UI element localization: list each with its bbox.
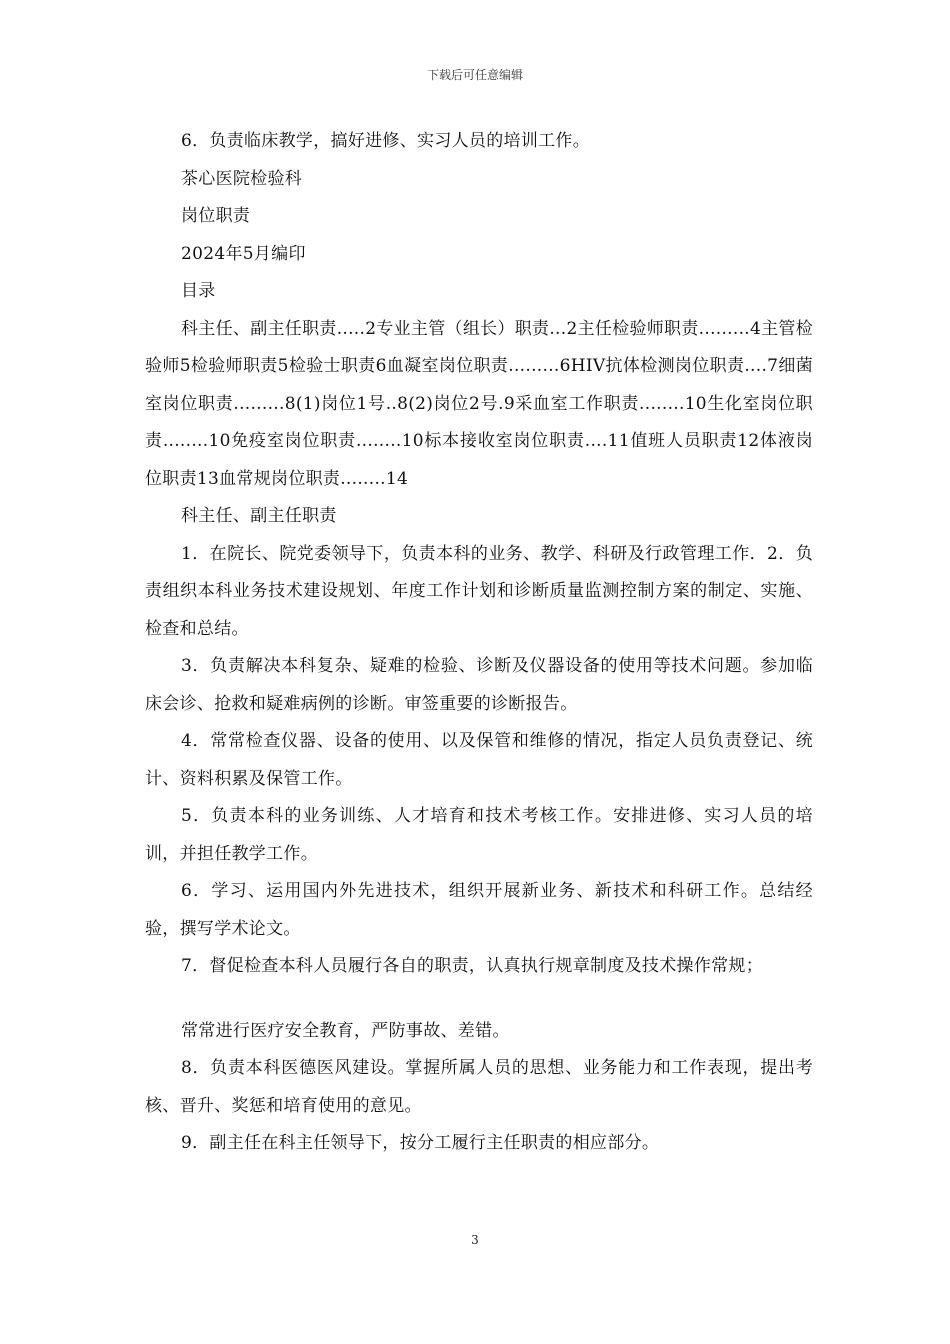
- paragraph-item-6: 6．负责临床教学，搞好进修、实习人员的培训工作。: [181, 131, 591, 151]
- paragraph-item-5: 5．负责本科的业务训练、人才培育和技术考核工作。安排进修、实习人员的培训，并担任教学工作。: [145, 806, 813, 864]
- page-number: 3: [471, 1233, 479, 1247]
- paragraph-item-4: 4．常常检查仪器、设备的使用、以及保管和维修的情况，指定人员负责登记、统计、资料积累及保管工作。: [145, 731, 813, 789]
- paragraph-item-1-2: 1．在院长、院党委领导下，负责本科的业务、教学、科研及行政管理工作．2．负责组织本科业务技术建设规划、年度工作计划和诊断质量监测控制方案的制定、实施、检查和总结。: [145, 543, 813, 639]
- paragraph-item-8: 8．负责本科医德医风建设。掌握所属人员的思想、业务能力和工作表现，提出考核、晋升、奖惩和培育使用的意见。: [145, 1058, 813, 1116]
- toc-content: 科主任、副主任职责.....2专业主管（组长）职责...2主任检验师职责.........4主管检验师5检验师职责5检验士职责6血凝室岗位职责.........6HIV抗体检测岗位职责....7细菌室岗位职责.........8(1)岗位1号..8(2)岗位2号.9采血室工作职责........10生化室岗位职责........10免疫室岗位职责........10标本接收室岗位职责....11值班人员职责12体液岗位职责13血常规岗位职责........14: [145, 318, 814, 489]
- document-body: [145, 123, 813, 1163]
- toc-heading: 目录: [181, 281, 216, 301]
- section-heading: 科主任、副主任职责: [181, 506, 337, 526]
- paragraph-item-9: 9．副主任在科主任领导下，按分工履行主任职责的相应部分。: [181, 1133, 660, 1153]
- hospital-department-title: 茶心医院检验科: [181, 168, 303, 189]
- paragraph-item-6b: 6．学习、运用国内外先进技术，组织开展新业务、新技术和科研工作。总结经验，撰写学术论文。: [145, 881, 813, 939]
- paragraph-item-7-continued: 常常进行医疗安全教育，严防事故、差错。: [181, 1020, 510, 1041]
- document-title: 岗位职责: [181, 206, 251, 226]
- paragraph-item-7: 7．督促检查本科人员履行各自的职责，认真执行规章制度及技术操作常规；: [181, 956, 764, 976]
- page-header: 下载后可任意编辑: [426, 68, 523, 82]
- print-date: 2024年5月编印: [181, 243, 306, 264]
- paragraph-item-3: 3．负责解决本科复杂、疑难的检验、诊断及仪器设备的使用等技术问题。参加临床会诊、抢救和疑难病例的诊断。审签重要的诊断报告。: [145, 656, 813, 714]
